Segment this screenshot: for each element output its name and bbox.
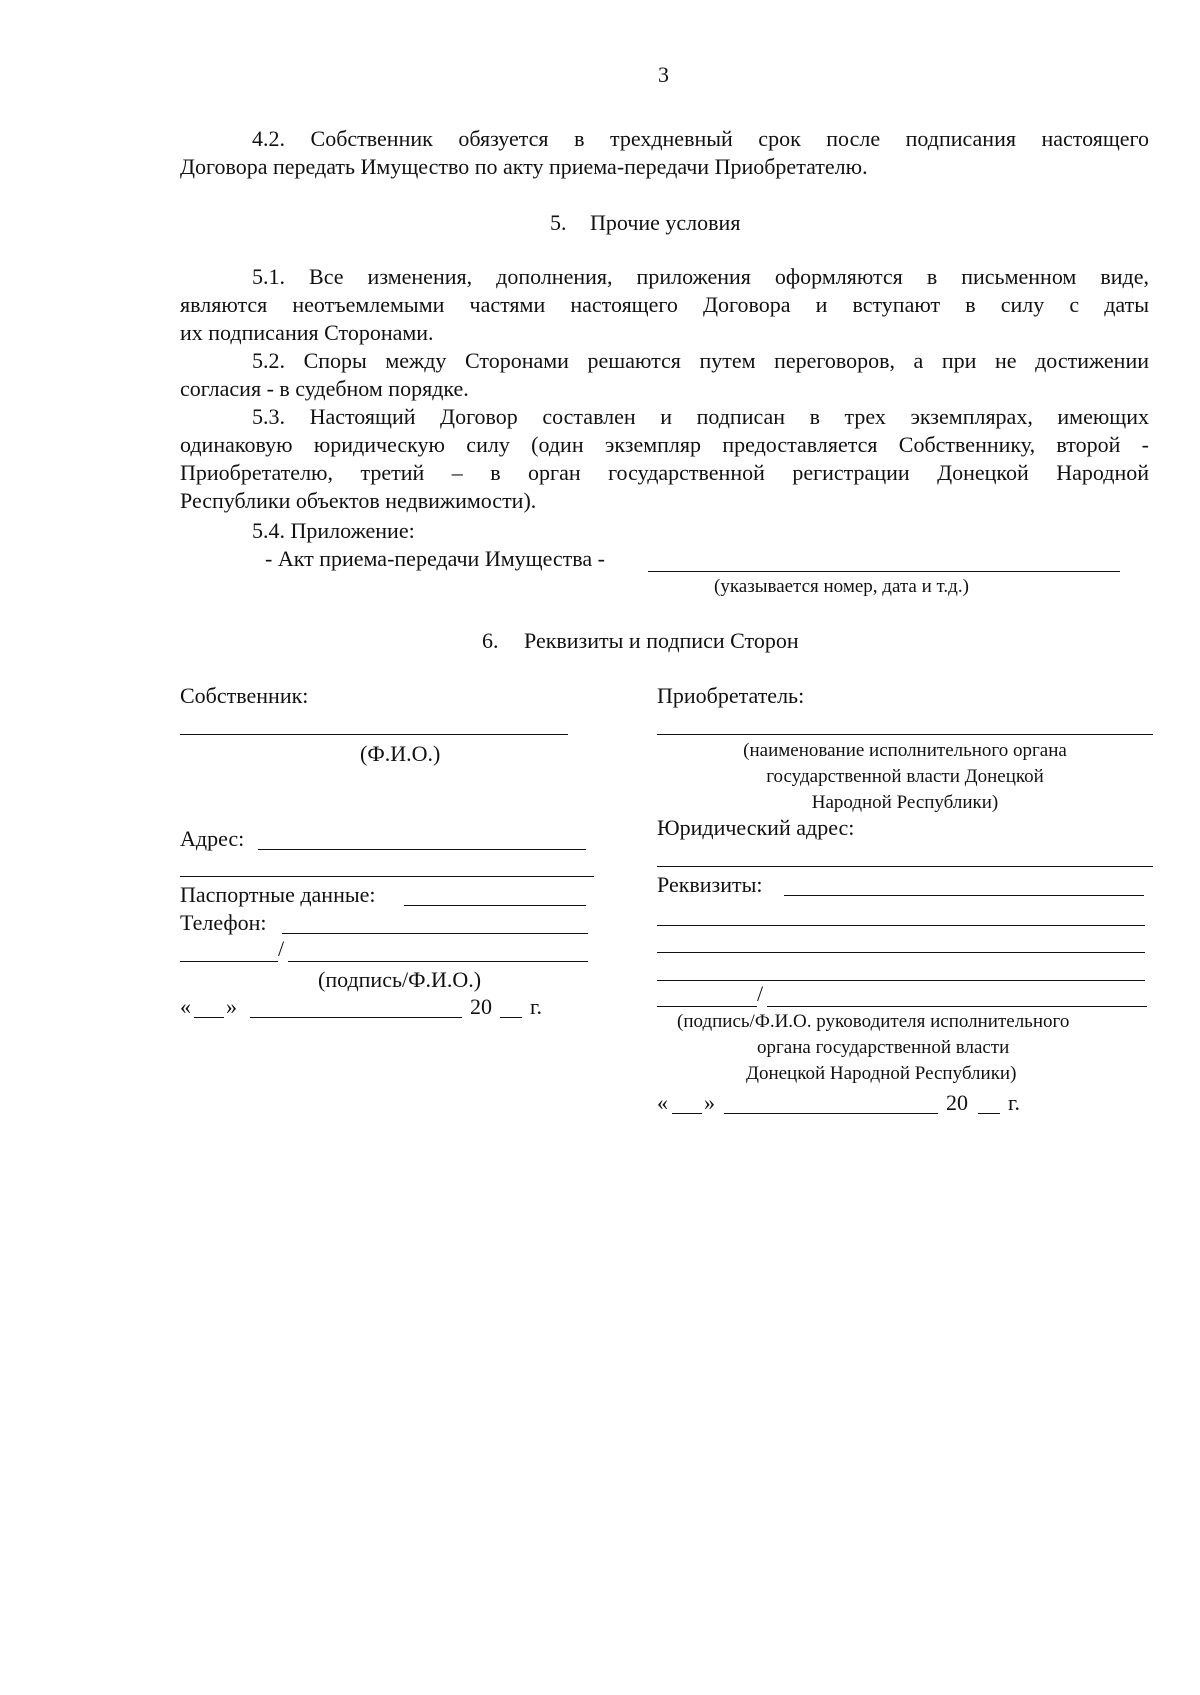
owner-name-blank <box>180 734 568 735</box>
owner-sign-blank-right <box>288 961 588 962</box>
section-6-heading: Реквизиты и подписи Сторон <box>524 628 799 653</box>
acquirer-name-hint-1: (наименование исполнительного органа <box>743 740 1067 761</box>
owner-sign-slash: / <box>278 936 285 961</box>
acquirer-requisites-blank-4 <box>657 980 1145 981</box>
acquirer-name-hint-3: Народной Республики) <box>811 792 999 813</box>
owner-date-open: « <box>180 994 191 1019</box>
acquirer-date-year: 20 <box>946 1090 968 1115</box>
owner-address-blank <box>258 849 586 850</box>
acquirer-date-year-suffix: г. <box>1008 1090 1021 1115</box>
owner-address-label: Адрес: <box>180 826 245 851</box>
acquirer-requisites-blank-1 <box>784 895 1144 896</box>
acquirer-sign-slash: / <box>757 981 764 1006</box>
owner-date-day-blank <box>194 1017 224 1018</box>
acquirer-legal-address-blank <box>657 866 1153 867</box>
acquirer-date-day-blank <box>672 1113 702 1114</box>
acquirer-name-hint-2: государственной власти Донецкой <box>766 766 1044 787</box>
acquirer-sign-hint-1: (подпись/Ф.И.О. руководителя исполнительного <box>677 1011 1070 1032</box>
owner-date-year-suffix: г. <box>530 994 543 1019</box>
acquirer-date-close: » <box>704 1090 715 1115</box>
acquirer-sign-hint-2: органа государственной власти <box>757 1037 1010 1058</box>
acquirer-date-year-blank <box>978 1113 1000 1114</box>
paragraph-line: 5.2. Споры между Сторонами решаются путем переговоров, а при не достижении <box>252 348 1149 373</box>
owner-sign-blank-left <box>180 961 278 962</box>
acquirer-name-blank <box>657 734 1153 735</box>
acquirer-sign-hint-3: Донецкой Народной Республики) <box>746 1063 1017 1084</box>
owner-passport-blank <box>404 905 586 906</box>
paragraph-line: 5.1. Все изменения, дополнения, приложения оформляются в письменном виде, <box>252 264 1149 289</box>
owner-sign-hint: (подпись/Ф.И.О.) <box>318 967 482 992</box>
owner-date-month-blank <box>250 1017 462 1018</box>
acquirer-legal-address-label: Юридический адрес: <box>657 815 855 840</box>
paragraph-line: Приобретателю, третий – в орган государственной регистрации Донецкой Народной <box>180 460 1149 485</box>
attachment-line-label: - Акт приема-передачи Имущества - <box>265 546 605 571</box>
acquirer-date-month-blank <box>724 1113 938 1114</box>
owner-date-year: 20 <box>470 994 492 1019</box>
paragraph-5-1 <box>180 263 1149 347</box>
section-5-number: 5. <box>550 210 567 235</box>
paragraph-line: согласия - в судебном порядке. <box>180 376 469 401</box>
owner-passport-label: Паспортные данные: <box>180 882 376 907</box>
owner-phone-label: Телефон: <box>180 910 267 935</box>
owner-date-close: » <box>226 994 237 1019</box>
acquirer-sign-blank-left <box>657 1006 757 1007</box>
paragraph-line: одинаковую юридическую силу (один экземпляр предоставляется Собственнику, второй - <box>180 432 1149 457</box>
acquirer-date-open: « <box>657 1090 668 1115</box>
section-5-heading: Прочие условия <box>590 210 741 235</box>
owner-fio-hint: (Ф.И.О.) <box>360 741 441 766</box>
owner-address-blank-2 <box>180 876 594 877</box>
acquirer-requisites-blank-3 <box>657 952 1145 953</box>
paragraph-line: их подписания Сторонами. <box>180 320 434 345</box>
paragraph-5-2 <box>180 347 1149 403</box>
acquirer-sign-blank-right <box>767 1006 1147 1007</box>
paragraph-5-4: 5.4. Приложение: <box>252 518 415 543</box>
paragraph-line: Республики объектов недвижимости). <box>180 488 537 513</box>
paragraph-line: 4.2. Собственник обязуется в трехдневный срок после подписания настоящего <box>252 126 1149 151</box>
acquirer-title: Приобретатель: <box>657 683 805 708</box>
acquirer-requisites-blank-2 <box>657 925 1145 926</box>
attachment-blank <box>648 571 1120 572</box>
owner-date-year-blank <box>500 1017 522 1018</box>
owner-phone-blank <box>282 933 588 934</box>
acquirer-requisites-label: Реквизиты: <box>657 872 763 897</box>
page-number: 3 <box>658 62 669 87</box>
paragraph-line: являются неотъемлемыми частями настоящего Договора и вступают в силу с даты <box>180 292 1149 317</box>
paragraph-5-3 <box>180 403 1149 515</box>
attachment-hint: (указывается номер, дата и т.д.) <box>714 576 969 597</box>
paragraph-4-2 <box>180 125 1149 181</box>
section-6-number: 6. <box>482 628 499 653</box>
paragraph-line: 5.3. Настоящий Договор составлен и подписан в трех экземплярах, имеющих <box>252 404 1149 429</box>
paragraph-line: Договора передать Имущество по акту приема-передачи Приобретателю. <box>180 154 868 179</box>
owner-title: Собственник: <box>180 683 309 708</box>
